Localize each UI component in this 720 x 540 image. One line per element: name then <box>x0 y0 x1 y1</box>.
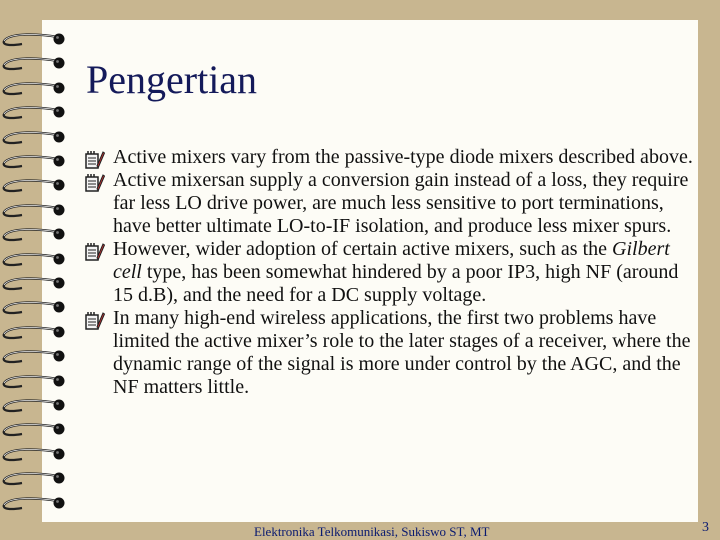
spiral-ring-icon <box>0 101 70 123</box>
bullet-text-part: type, has been somewhat hindered by a poor IP3, high NF (around 15 d.B), and the need for a DC supply voltage. <box>113 261 679 306</box>
bullet-text <box>113 238 696 307</box>
spiral-ring-icon <box>0 223 70 245</box>
bullet-item <box>84 307 696 399</box>
notepad-icon <box>84 150 105 169</box>
spiral-ring-icon <box>0 345 70 367</box>
spiral-ring-icon <box>0 77 70 99</box>
gilbert-cell-term: Gilbert cell <box>113 238 670 283</box>
spiral-ring-icon <box>0 272 70 294</box>
spiral-ring-icon <box>0 126 70 148</box>
spiral-ring-icon <box>0 174 70 196</box>
bullet-text: Active mixers vary from the passive-type diode mixers described above. <box>113 146 693 168</box>
page-number: 3 <box>702 520 709 535</box>
bullet-text: In many high-end wireless applications, the first two problems have limited the active mixer’s role to the later stages of a receiver, where the dynamic range of the signal is more under control by the AGC, and the NF matters little. <box>113 307 691 398</box>
notepad-icon <box>84 173 105 192</box>
spiral-ring-icon <box>0 394 70 416</box>
bullet-list <box>84 146 696 399</box>
slide-title: Pengertian <box>86 57 258 102</box>
spiral-ring-icon <box>0 199 70 221</box>
spiral-ring-icon <box>0 492 70 514</box>
spiral-ring-icon <box>0 443 70 465</box>
spiral-ring-icon <box>0 28 70 50</box>
spiral-ring-icon <box>0 321 70 343</box>
spiral-ring-icon <box>0 248 70 270</box>
bullet-item <box>84 238 696 307</box>
notepad-icon <box>84 242 105 261</box>
bullet-text-part: However, wider adoption of certain active mixers, such as the <box>113 238 613 260</box>
spiral-ring-icon <box>0 467 70 489</box>
footer-text: Elektronika Telkomunikasi, Sukiswo ST, MT <box>254 524 490 539</box>
spiral-ring-icon <box>0 296 70 318</box>
bullet-item <box>84 169 696 238</box>
bullet-text: Active mixersan supply a conversion gain instead of a loss, they require far less LO drive power, are much less sensitive to port terminations, have better ultimate LO-to-IF isolation, and produce less mixer spurs. <box>113 169 689 237</box>
spiral-ring-icon <box>0 150 70 172</box>
bullet-item <box>84 146 696 169</box>
spiral-ring-icon <box>0 52 70 74</box>
notepad-icon <box>84 311 105 330</box>
spiral-ring-icon <box>0 418 70 440</box>
spiral-ring-icon <box>0 370 70 392</box>
